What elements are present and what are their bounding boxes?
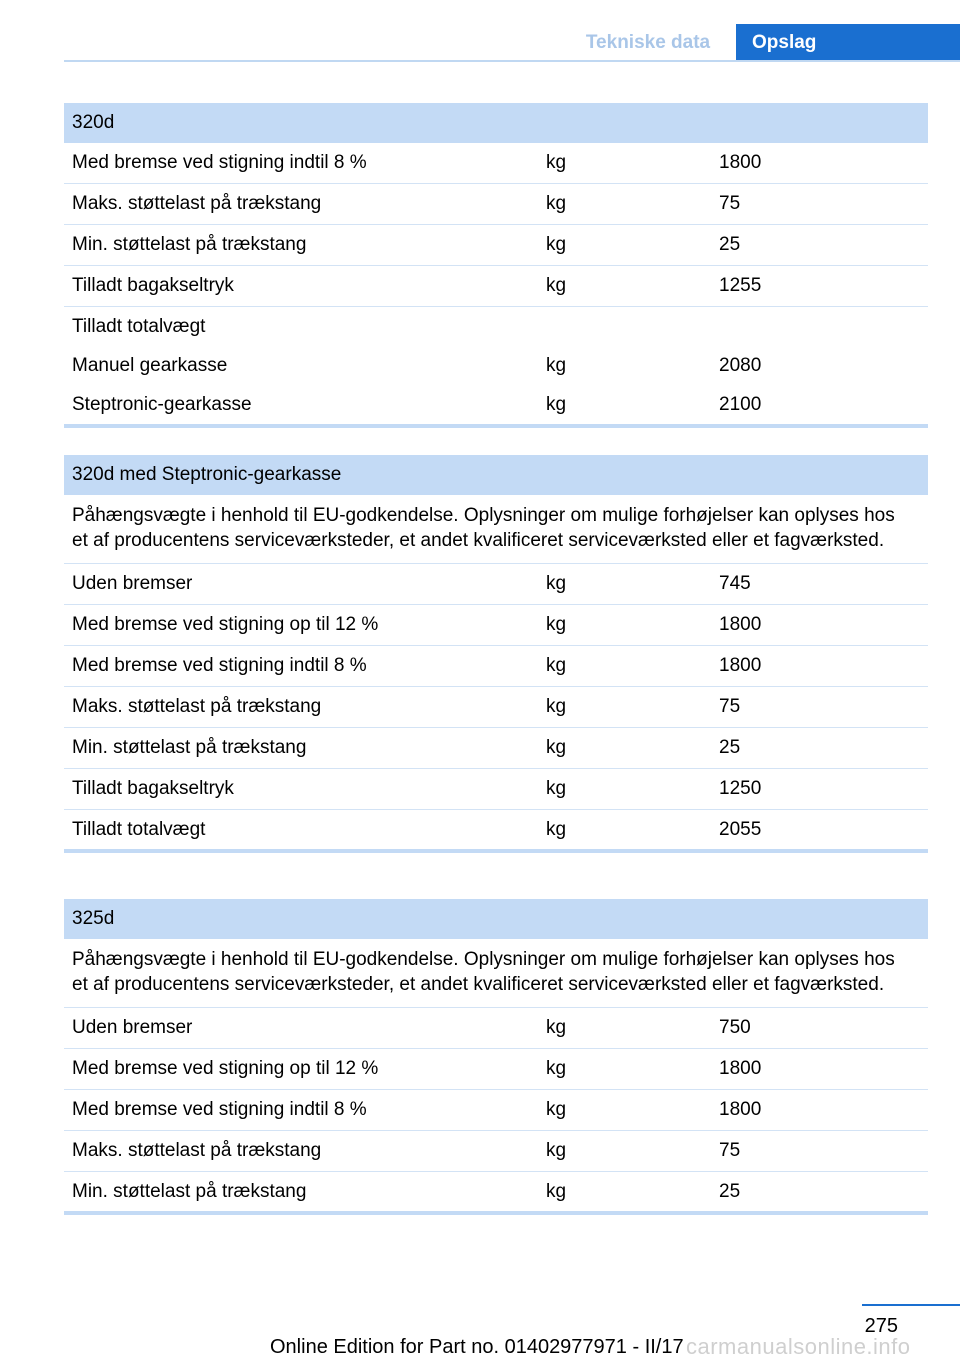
watermark: carmanualsonline.info [686,1334,911,1359]
table-end-rule [64,849,928,853]
table-row [64,346,928,385]
table-row [64,307,928,346]
table-row [64,605,928,646]
table-row [64,687,928,728]
table-heading: 325d [64,899,928,939]
row-label: Tilladt totalvægt [72,316,206,337]
table-row [64,769,928,810]
table-row [64,385,928,424]
tab-tekniske-data[interactable]: Tekniske data [585,32,711,53]
row-value: 750 [719,1017,751,1038]
row-value: 745 [719,573,751,594]
table-heading: 320d [64,103,928,143]
row-value: 1800 [719,152,762,173]
row-unit: kg [546,696,567,717]
table-row [64,810,928,849]
table-row [64,184,928,225]
row-unit: kg [546,1181,567,1202]
row-label: Tilladt totalvægt [72,819,206,840]
table-end-rule [64,424,928,428]
table-row [64,728,928,769]
row-value: 1255 [719,275,762,296]
footer-divider [862,1304,960,1306]
row-label: Med bremse ved stigning indtil 8 % [72,1099,367,1120]
row-label: Maks. støttelast på trækstang [72,193,322,214]
table-row [64,1090,928,1131]
header-divider [64,60,960,62]
row-unit: kg [546,1058,567,1079]
row-value: 75 [719,193,741,214]
spec-table-320d-steptronic [64,455,928,853]
row-label: Maks. støttelast på trækstang [72,1140,322,1161]
table-row [64,1008,928,1049]
row-value: 25 [719,234,741,255]
table-end-rule [64,1211,928,1215]
row-label: Min. støttelast på trækstang [72,234,307,255]
row-label: Med bremse ved stigning indtil 8 % [72,655,367,676]
row-value: 2100 [719,394,762,415]
row-unit: kg [546,234,567,255]
row-value: 2055 [719,819,762,840]
spec-table-325d [64,899,928,1215]
row-value: 1800 [719,614,762,635]
edition-note: Online Edition for Part no. 01402977971 - II/17 [270,1336,684,1358]
row-unit: kg [546,394,567,415]
row-unit: kg [546,355,567,376]
row-value: 1800 [719,1099,762,1120]
row-unit: kg [546,819,567,840]
table-note: Påhængsvægte i henhold til EU-godkendelse. Oplysninger om mulige forhøjelser kan oplyses hos et af producentens serviceværksteder, et andet kvalificeret serviceværksted eller et fagværksted. [64,495,928,564]
row-value: 1250 [719,778,762,799]
row-unit: kg [546,1140,567,1161]
table-row [64,564,928,605]
row-unit: kg [546,778,567,799]
table-row [64,266,928,307]
row-label: Med bremse ved stigning indtil 8 % [72,152,367,173]
row-unit: kg [546,573,567,594]
row-value: 75 [719,1140,741,1161]
tab-opslag[interactable]: Opslag [736,24,960,62]
table-row [64,1049,928,1090]
row-label: Uden bremser [72,573,193,594]
table-row [64,225,928,266]
row-value: 25 [719,1181,741,1202]
row-label: Steptronic-gearkasse [72,394,252,415]
row-label: Tilladt bagakseltryk [72,275,234,296]
row-value: 1800 [719,655,762,676]
row-value: 1800 [719,1058,762,1079]
row-label: Tilladt bagakseltryk [72,778,234,799]
page-number: 275 [864,1315,898,1337]
row-value: 25 [719,737,741,758]
row-label: Min. støttelast på trækstang [72,1181,307,1202]
row-label: Med bremse ved stigning op til 12 % [72,614,379,635]
row-unit: kg [546,655,567,676]
table-row [64,646,928,687]
spec-table-320d [64,103,928,428]
table-row [64,143,928,184]
row-label: Maks. støttelast på trækstang [72,696,322,717]
row-value: 2080 [719,355,762,376]
row-value: 75 [719,696,741,717]
row-label: Min. støttelast på trækstang [72,737,307,758]
row-unit: kg [546,1099,567,1120]
row-unit: kg [546,614,567,635]
row-unit: kg [546,193,567,214]
row-unit: kg [546,1017,567,1038]
table-row [64,1131,928,1172]
row-unit: kg [546,152,567,173]
table-heading: 320d med Steptronic-gearkasse [64,455,928,495]
row-label: Uden bremser [72,1017,193,1038]
table-note: Påhængsvægte i henhold til EU-godkendelse. Oplysninger om mulige forhøjelser kan oplyses hos et af producentens serviceværksteder, et andet kvalificeret serviceværksted eller et fagværksted. [64,939,928,1008]
row-unit: kg [546,275,567,296]
row-label: Med bremse ved stigning op til 12 % [72,1058,379,1079]
row-label: Manuel gearkasse [72,355,228,376]
row-unit: kg [546,737,567,758]
table-row [64,1172,928,1211]
